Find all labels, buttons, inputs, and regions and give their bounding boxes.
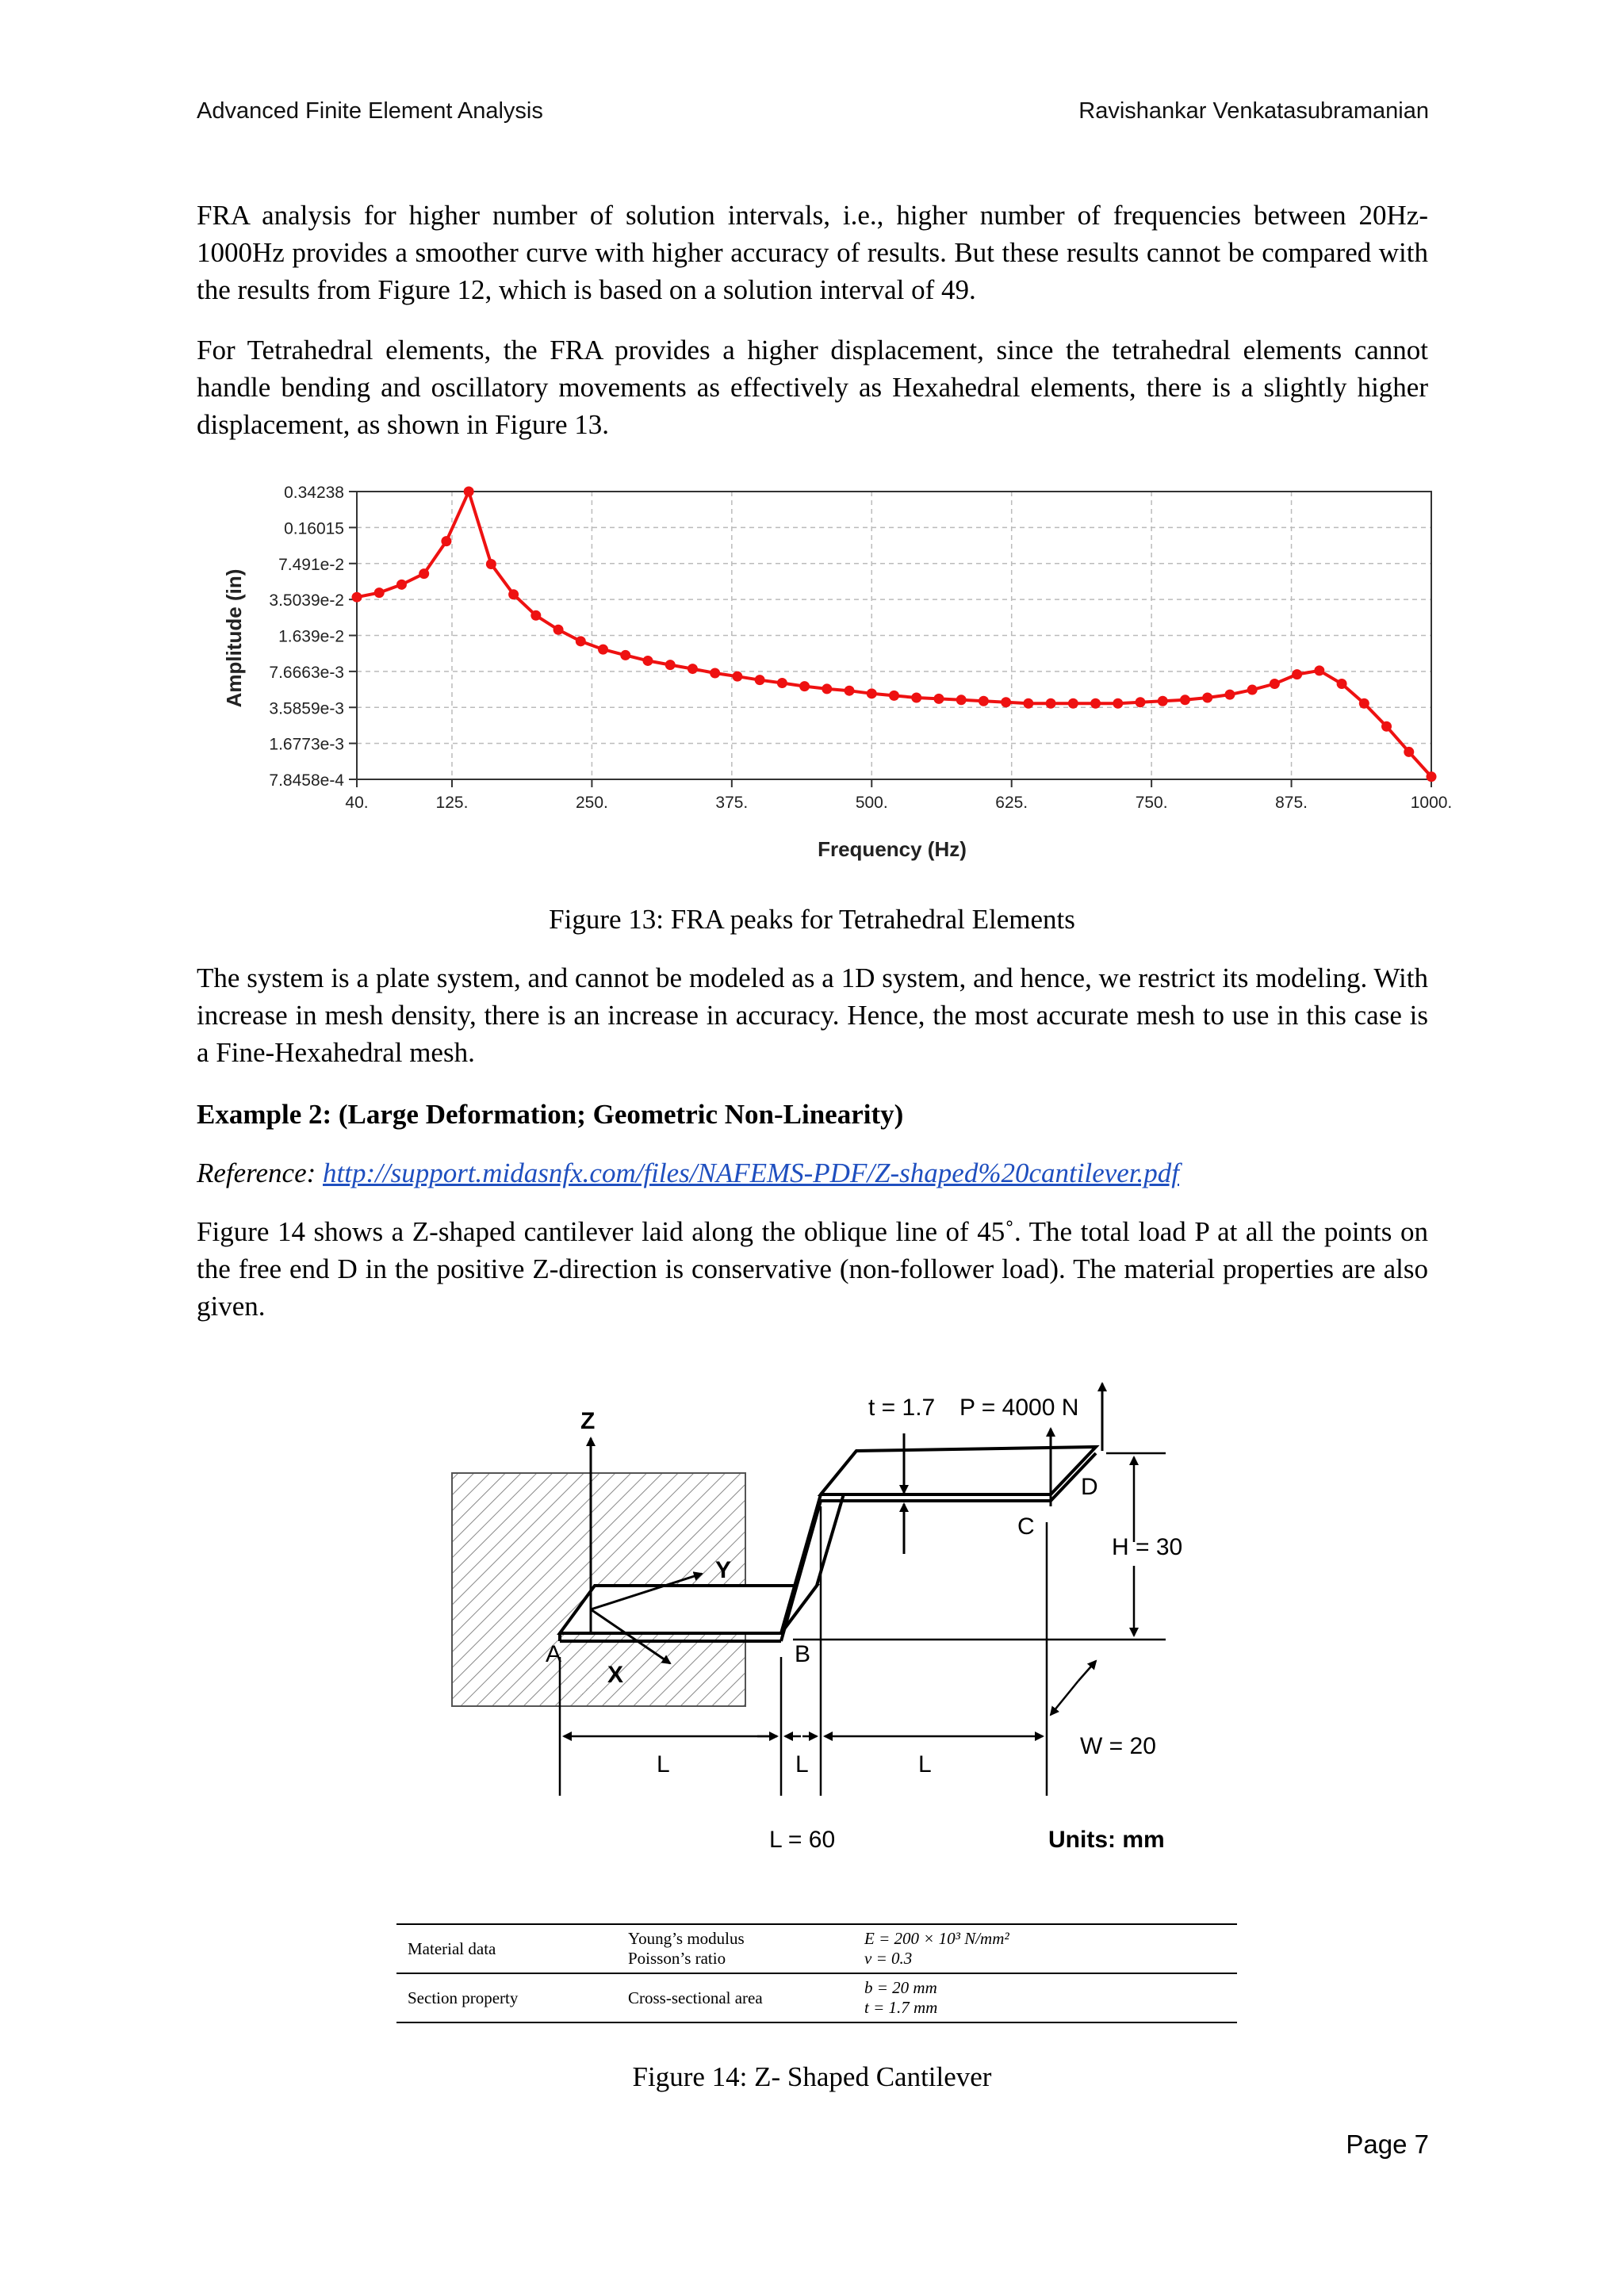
reference-label: Reference: [197, 1158, 316, 1188]
value-width: b = 20 mm [864, 1978, 937, 1997]
reference-link[interactable]: http://support.midasnfx.com/files/NAFEMS-PDF/Z-shaped%20cantilever.pdf [323, 1158, 1180, 1188]
material-group-cell: Material data [408, 1938, 496, 1958]
value-youngs-modulus: E = 200 × 10³ N/mm² [864, 1929, 1009, 1948]
table-row [396, 1973, 1237, 2022]
material-values-cell [853, 1924, 1237, 1973]
x-tick-label: 1000. [1410, 794, 1453, 812]
y-axis-label: Amplitude (in) [222, 568, 246, 708]
paragraph-fra-intervals: FRA analysis for higher number of solution intervals, i.e., higher number of frequencies between 20Hz-1000Hz provides a smoother curve with higher accuracy of results. But these results cannot be compared with the results from Figure 12, which is based on a solution interval of 49. [197, 200, 1428, 305]
y-tick-label: 1.639e-2 [278, 627, 344, 646]
value-thickness: t = 1.7 mm [864, 1998, 938, 2017]
x-tick-label: 250. [575, 794, 608, 812]
value-poissons-ratio: ν = 0.3 [864, 1949, 913, 1968]
material-properties-table [396, 1923, 1237, 2023]
label-units: Units: mm [1048, 1827, 1165, 1853]
x-tick-label: 125. [435, 794, 469, 812]
label-w: W = 20 [1080, 1733, 1156, 1759]
example-2-heading: Example 2: (Large Deformation; Geometric Non-Linearity) [197, 1099, 904, 1130]
label-l2: L [795, 1751, 809, 1777]
section-prop-cell: Cross-sectional area [628, 1988, 763, 2007]
table-row [396, 1924, 1237, 1973]
y-tick-label: 7.8458e-4 [269, 771, 344, 790]
label-c: C [1017, 1513, 1035, 1540]
x-tick-label: 375. [715, 794, 749, 812]
label-l-value: L = 60 [769, 1827, 836, 1853]
paragraph-plate-system: The system is a plate system, and cannot be modeled as a 1D system, and hence, we restrict its modeling. With increase in mesh density, there is an increase in accuracy. Hence, the most accurate mesh to use in this case is a Fine-Hexahedral mesh. [197, 962, 1428, 1068]
label-d: D [1081, 1474, 1098, 1500]
paragraph-tetrahedral: For Tetrahedral elements, the FRA provides a higher displacement, since the tetrahedral elements cannot handle bending and oscillatory movements as effectively as Hexahedral elements, there is a slightly higher displacement, as shown in Figure 13. [197, 335, 1428, 440]
paragraph-z-cantilever: Figure 14 shows a Z-shaped cantilever laid along the oblique line of 45˚. The total load P at all the points on the free end D in the positive Z-direction is conservative (non-follower load). The material properties are also given. [197, 1216, 1428, 1322]
label-thickness: t = 1.7 [868, 1395, 936, 1421]
y-tick-label: 0.16015 [284, 519, 344, 538]
y-tick-label: 1.6773e-3 [269, 735, 344, 754]
x-tick-label: 625. [995, 794, 1028, 812]
material-props-cell [617, 1924, 853, 1973]
label-load: P = 4000 N [959, 1395, 1079, 1421]
x-tick-label: 750. [1135, 794, 1168, 812]
running-header-title: Advanced Finite Element Analysis [197, 98, 543, 124]
label-y: Y [715, 1557, 732, 1583]
y-tick-label: 7.491e-2 [278, 555, 344, 574]
label-l3: L [918, 1751, 932, 1777]
figure-14-caption: Figure 14: Z- Shaped Cantilever [632, 2061, 992, 2092]
label-z: Z [580, 1408, 596, 1434]
x-axis-label: Frequency (Hz) [818, 837, 967, 861]
y-tick-label: 3.5859e-3 [269, 699, 344, 718]
section-group-cell: Section property [408, 1988, 519, 2007]
w-dim-arrow-1 [1051, 1681, 1078, 1715]
running-header-author: Ravishankar Venkatasubramanian [1078, 98, 1429, 124]
x-tick-label: 875. [1275, 794, 1308, 812]
y-tick-label: 0.34238 [284, 484, 344, 502]
label-x: X [607, 1662, 624, 1688]
prop-poissons-ratio: Poisson’s ratio [628, 1949, 726, 1968]
x-tick-label: 500. [855, 794, 888, 812]
label-b: B [795, 1641, 811, 1667]
section-values-cell [853, 1973, 1237, 2022]
page-number: Page 7 [1346, 2130, 1429, 2159]
label-l1: L [657, 1751, 670, 1777]
w-dim-arrow-2 [1078, 1661, 1096, 1681]
label-a: A [546, 1641, 562, 1667]
y-tick-label: 7.6663e-3 [269, 663, 344, 682]
prop-youngs-modulus: Young’s modulus [628, 1929, 745, 1948]
y-tick-label: 3.5039e-2 [269, 591, 344, 610]
figure-13-caption: Figure 13: FRA peaks for Tetrahedral Elements [549, 904, 1075, 935]
x-tick-label: 40. [345, 794, 369, 812]
label-h: H = 30 [1112, 1534, 1183, 1560]
